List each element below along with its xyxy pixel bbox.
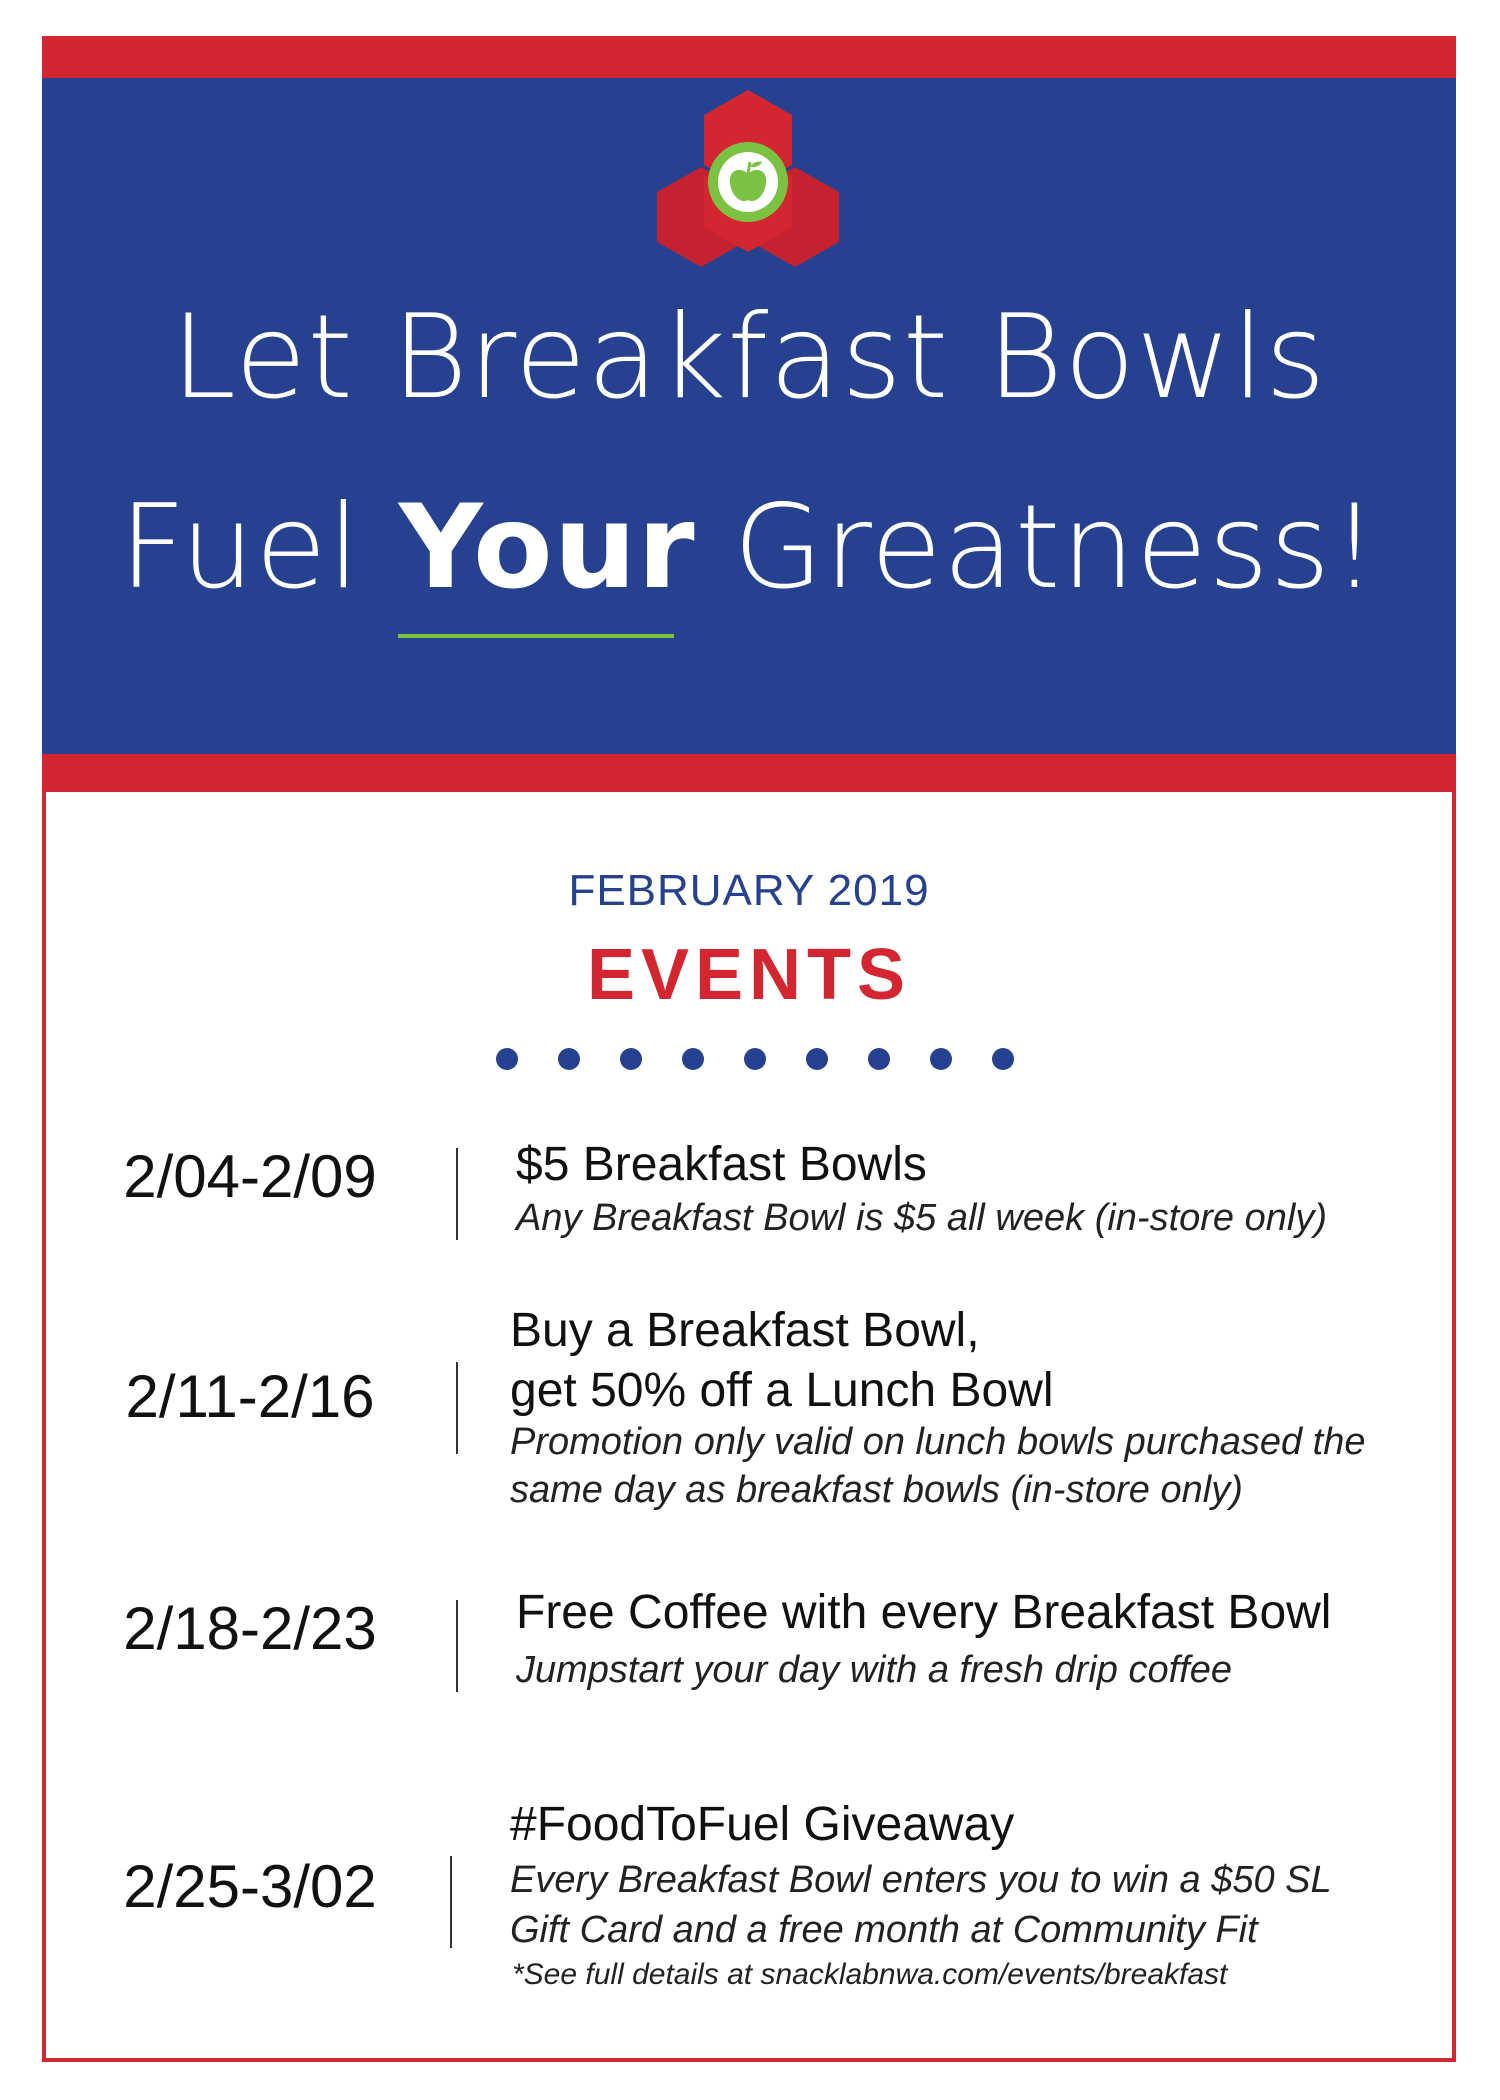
event-separator <box>450 1856 452 1948</box>
headline-emphasis: Your <box>398 480 696 615</box>
event-date: 2/04-2/09 <box>123 1143 377 1210</box>
event-description: Gift Card and a free month at Community Fit <box>510 1909 1258 1951</box>
event-date: 2/11-2/16 <box>125 1363 375 1430</box>
event-description: Promotion only valid on lunch bowls purchased the <box>510 1421 1366 1463</box>
event-title: Buy a Breakfast Bowl, <box>510 1304 980 1357</box>
headline-line-1: Let Breakfast Bowls <box>171 290 1327 425</box>
divider-dot <box>496 1048 518 1070</box>
headline-line-2-start: Fuel <box>119 480 399 615</box>
event-fine-print: *See full details at snacklabnwa.com/events/breakfast <box>512 1958 1228 1991</box>
event-separator <box>456 1362 458 1454</box>
apple-hexagon-logo-icon <box>648 82 848 272</box>
divider-dot <box>930 1048 952 1070</box>
event-title: $5 Breakfast Bowls <box>516 1138 927 1191</box>
event-separator <box>456 1600 458 1692</box>
event-title: #FoodToFuel Giveaway <box>510 1798 1015 1851</box>
event-description: Jumpstart your day with a fresh drip coffee <box>516 1649 1232 1691</box>
event-description: same day as breakfast bowls (in-store only) <box>510 1469 1243 1511</box>
divider-dot <box>620 1048 642 1070</box>
divider-dot <box>744 1048 766 1070</box>
headline-line-2 <box>42 478 1456 618</box>
divider-dot <box>992 1048 1014 1070</box>
event-date: 2/25-3/02 <box>123 1853 377 1920</box>
divider-dot <box>868 1048 890 1070</box>
month-label: FEBRUARY 2019 <box>568 866 930 915</box>
divider-dot <box>806 1048 828 1070</box>
event-separator <box>456 1148 458 1240</box>
divider-dot <box>682 1048 704 1070</box>
event-title: get 50% off a Lunch Bowl <box>510 1364 1054 1417</box>
dot-divider <box>496 1048 1016 1072</box>
banner-top-stripe <box>42 36 1456 78</box>
headline-line-2-end: Greatness! <box>695 480 1379 615</box>
event-date: 2/18-2/23 <box>123 1595 377 1662</box>
event-title: Free Coffee with every Breakfast Bowl <box>516 1586 1332 1639</box>
events-heading: EVENTS <box>586 935 912 1015</box>
event-description: Any Breakfast Bowl is $5 all week (in-store only) <box>516 1197 1327 1239</box>
event-description: Every Breakfast Bowl enters you to win a $50 SL <box>510 1859 1332 1901</box>
divider-dot <box>558 1048 580 1070</box>
headline-underline <box>398 634 674 638</box>
banner-bottom-stripe <box>42 754 1456 792</box>
